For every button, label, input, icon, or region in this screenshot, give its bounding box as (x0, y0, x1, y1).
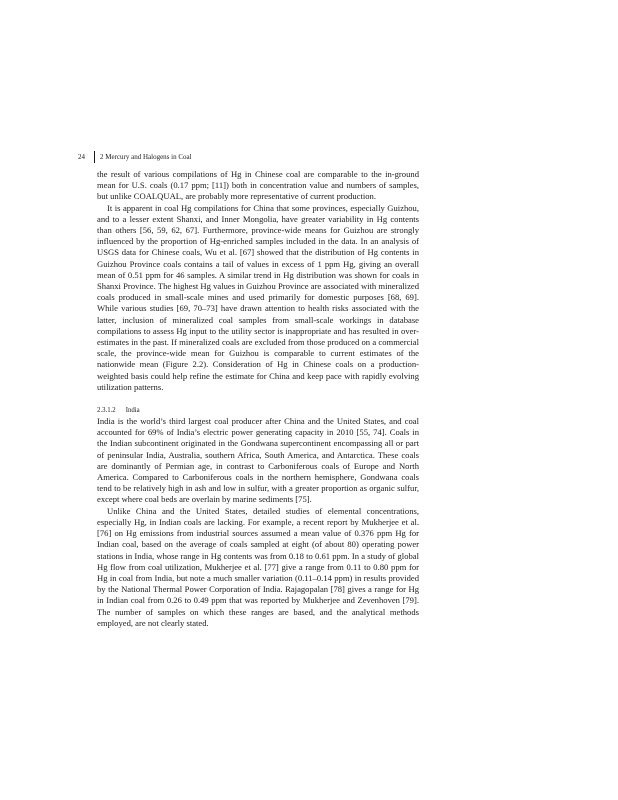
section-title: India (125, 407, 140, 415)
header-divider (94, 151, 95, 163)
paragraph-china-variability: It is apparent in coal Hg compilations for China that some provinces, especially Guizhou, and to a lesser extent Shanxi, and Inner Mongolia, have greater variability in Hg contents than others [56, 59, 62, 67]. Furthermore, province-wide means for Guizhou are strongly influenced by the proportion of Hg-enriched samples included in the data. In an analysis of USGS data for Chinese coals, Wu et al. [67] showed that the distribution of Hg contents in Guizhou Province coals contains a tail of values in excess of 1 ppm Hg, giving an overall mean of 0.51 ppm for 46 samples. A similar trend in Hg distribution was shown for coals in Shanxi Province. The highest Hg values in Guizhou Province are associated with mineralized coals produced in small-scale mines and used primarily for domestic purposes [68, 69]. While various studies [69, 70–73] have drawn attention to health risks associated with the latter, inclusion of mineralized coal samples from small-scale workings in database compilations to assess Hg input to the utility sector is inappropriate and has resulted in over-estimates in the past. If mineralized coals are excluded from those produced on a commercial scale, the province-wide mean for Guizhou is comparable to current estimates of the nationwide mean (Figure 2.2). Consideration of Hg in Chinese coals on a production-weighted basis could help refine the estimate for China and keep pace with rapidly evolving utilization patterns. (97, 202, 419, 392)
section-number: 2.3.1.2 (97, 407, 116, 415)
paragraph-continuation: the result of various compilations of Hg in Chinese coal are comparable to the in-ground mean for U.S. coals (0.17 ppm; [11]) both in concentration value and numbers of samples, but unlike COALQUAL, are probably more representative of current production. (97, 169, 419, 202)
section-heading (97, 406, 419, 416)
running-title: 2 Mercury and Halogens in Coal (100, 153, 192, 161)
paragraph-india-studies: Unlike China and the United States, detailed studies of elemental concentrations, especially Hg, in Indian coals are lacking. For example, a recent report by Mukherjee et al. [76] on Hg emissions from industrial sources assumed a mean value of 0.376 ppm Hg for Indian coal, based on the average of coals sampled at eight (of about 80) operating power stations in India, whose range in Hg contents was from 0.18 to 0.61 ppm. In a study of global Hg flow from coal utilization, Mukherjee et al. [77] give a range from 0.11 to 0.80 ppm for Hg in coal from India, but note a much smaller variation (0.11–0.14 ppm) in results provided by the National Thermal Power Corporation of India. Rajagopalan [78] gives a range for Hg in Indian coal from 0.26 to 0.49 ppm that was reported by Mukherjee and Zevenhoven [79]. The number of samples on which these ranges are based, and the analytical methods employed, are not clearly stated. (97, 505, 419, 628)
page-number: 24 (78, 153, 85, 161)
paragraph-india-intro: India is the world’s third largest coal producer after China and the United States, and coal accounted for 69% of India’s electric power generating capacity in 2010 [55, 74]. Coals in the Indian subcontinent originated in the Gondwana supercontinent encompassing all or part of peninsular India, Australia, southern Africa, South America, and Antarctica. These coals are dominantly of Permian age, in contrast to Carboniferous coals of Europe and North America. Compared to Carboniferous coals in the northern hemisphere, Gondwana coals tend to be relatively high in ash and low in sulfur, with a greater proportion as organic sulfur, except where coal beds are overlain by marine sediments [75]. (97, 416, 419, 505)
running-header (78, 150, 458, 164)
body-text (97, 169, 419, 629)
